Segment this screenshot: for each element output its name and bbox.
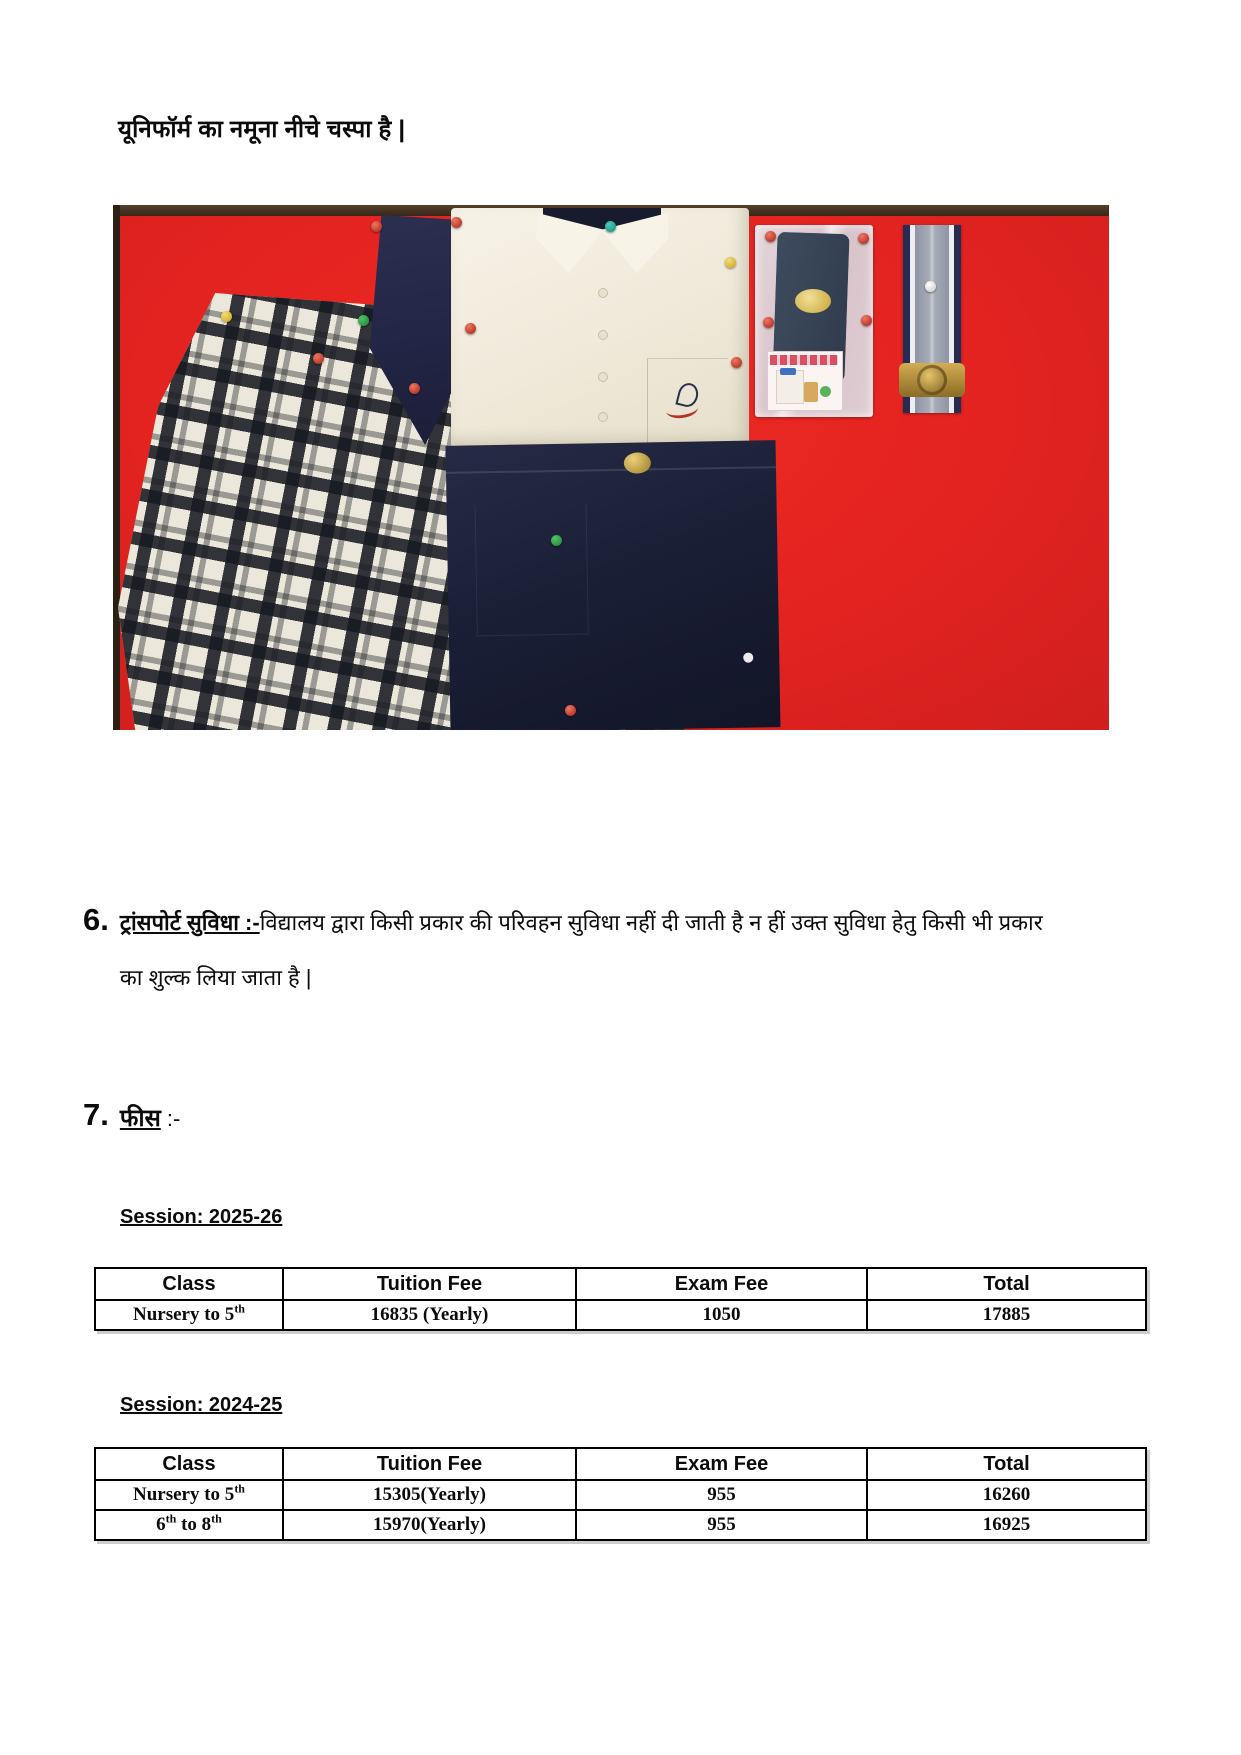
col-header-tuition: Tuition Fee [283, 1448, 576, 1480]
col-header-exam: Exam Fee [576, 1448, 867, 1480]
pushpin [725, 257, 736, 268]
cell-exam: 955 [576, 1480, 867, 1510]
trouser-waistline [446, 466, 776, 474]
section-body [120, 1098, 1166, 1135]
section-fees [83, 1098, 1166, 1135]
pushpin [763, 317, 774, 328]
cell-class [95, 1510, 283, 1540]
cell-tuition: 15970(Yearly) [283, 1510, 576, 1540]
header-row [95, 1268, 1146, 1300]
socks-label [767, 351, 843, 411]
session-heading-2024-25: Session: 2024-25 [120, 1394, 283, 1416]
col-header-tuition: Tuition Fee [283, 1268, 576, 1300]
cell-exam: 1050 [576, 1300, 867, 1330]
school-logo-icon [665, 399, 699, 420]
shirt-button [598, 372, 608, 382]
cell-total: 16925 [867, 1510, 1146, 1540]
school-trousers [446, 440, 781, 730]
gold-sticker [795, 289, 831, 313]
table-row [95, 1510, 1146, 1540]
pushpin [313, 353, 324, 364]
section-number: 6. [83, 902, 109, 937]
pushpin [765, 231, 776, 242]
fee-table-2024-25 [94, 1447, 1147, 1541]
col-header-total: Total [867, 1448, 1146, 1480]
cell-tuition: 15305(Yearly) [283, 1480, 576, 1510]
shirt-pocket [647, 358, 728, 443]
uniform-photo [113, 205, 1109, 730]
col-header-class: Class [95, 1268, 283, 1300]
label-picture [780, 368, 796, 375]
header-row [95, 1448, 1146, 1480]
striped-belt [903, 225, 961, 413]
buckle-medallion [917, 365, 947, 395]
section-number: 7. [83, 1097, 109, 1132]
class-sup: th [165, 1511, 177, 1526]
table-row [95, 1480, 1146, 1510]
pushpin [551, 535, 562, 546]
trouser-pocket-stitch [475, 503, 589, 636]
section-transport [83, 903, 1166, 992]
cell-total: 16260 [867, 1480, 1146, 1510]
cell-class [95, 1480, 283, 1510]
transport-line1 [120, 908, 1166, 938]
class-sup: th [234, 1301, 245, 1316]
pushpin [358, 315, 369, 326]
pushpin [861, 315, 872, 326]
label-band [770, 355, 838, 365]
intro-heading: यूनिफॉर्म का नमूना नीचे चस्पा है | [118, 116, 406, 143]
class-text: Nursery to 5 [133, 1484, 235, 1505]
trouser-button [743, 653, 753, 663]
school-shirt [451, 208, 749, 448]
col-header-total: Total [867, 1268, 1146, 1300]
cell-tuition: 16835 (Yearly) [283, 1300, 576, 1330]
col-header-exam: Exam Fee [576, 1268, 867, 1300]
col-header-class: Class [95, 1448, 283, 1480]
pushpin [731, 357, 742, 368]
pushpin [925, 281, 936, 292]
shirt-button [598, 412, 608, 422]
belt-buckle [899, 363, 965, 397]
label-picture [804, 382, 818, 402]
cell-total: 17885 [867, 1300, 1146, 1330]
pushpin [221, 311, 232, 322]
pushpin [451, 217, 462, 228]
section-body [120, 903, 1166, 992]
pushpin [409, 383, 420, 394]
fees-title: फीस [119, 1105, 161, 1132]
cell-exam: 955 [576, 1510, 867, 1540]
transport-text: विद्यालय द्वारा किसी प्रकार की परिवहन सुविधा नहीं दी जाती है न हीं उक्त सुविधा हेतु किसी भी प्रकार [259, 910, 1043, 935]
trouser-gold-badge [624, 452, 651, 473]
label-picture [776, 370, 804, 404]
class-text: 6 [156, 1514, 166, 1535]
pushpin [371, 221, 382, 232]
transport-line2: का शुल्क लिया जाता है | [119, 964, 312, 990]
pushpin [858, 233, 869, 244]
label-picture [820, 386, 831, 397]
pushpin [605, 221, 616, 232]
table-row [95, 1300, 1146, 1330]
photo-frame-left [113, 205, 120, 730]
shirt-button [598, 288, 608, 298]
fee-table-2025-26 [94, 1267, 1147, 1331]
class-sup: th [211, 1511, 222, 1526]
session-heading-2025-26: Session: 2025-26 [120, 1206, 283, 1228]
fees-suffix: :- [160, 1106, 181, 1131]
class-text: to 8 [176, 1514, 212, 1535]
section-title: ट्रांसपोर्ट सुविधा :- [119, 910, 260, 935]
cell-class [95, 1300, 283, 1330]
shirt-button [598, 330, 608, 340]
class-text: Nursery to 5 [133, 1304, 235, 1325]
pushpin [565, 705, 576, 716]
pushpin [465, 323, 476, 334]
class-sup: th [234, 1481, 245, 1496]
